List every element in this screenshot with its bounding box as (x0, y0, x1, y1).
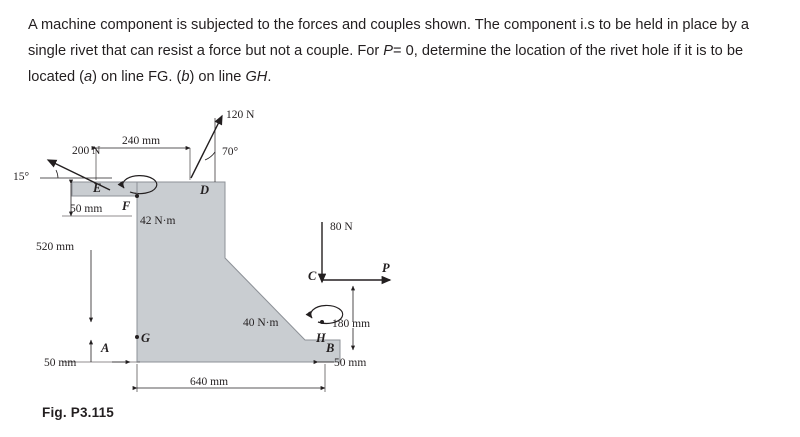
force-80N (322, 221, 353, 282)
label-point-E: E (93, 181, 102, 195)
label-dim-180: 180 mm (332, 318, 371, 330)
problem-statement (28, 12, 776, 90)
problem-line-3b: ) on line FG. ( (92, 69, 182, 85)
label-angle-70: 70° (222, 146, 239, 158)
label-force-P: P (382, 261, 390, 275)
dim-520mm (36, 241, 91, 322)
label-point-G: G (141, 331, 151, 345)
problem-line-GH: GH (245, 69, 268, 85)
label-point-F: F (122, 199, 131, 213)
problem-line-2a: held in place by a single rivet that can resist a force but not a couple. For (28, 17, 749, 59)
force-P (322, 261, 390, 280)
problem-part-b: b (181, 69, 190, 85)
problem-var-P: P (383, 43, 394, 59)
label-dim-50-right: 50 mm (334, 357, 367, 369)
problem-line-1: A machine component is subjected to the forces and couples shown. The component i.s to be (28, 17, 632, 33)
problem-line-3d: . (267, 69, 272, 85)
label-point-B: B (326, 341, 335, 355)
label-dim-640: 640 mm (190, 376, 229, 388)
label-dim-50-lower: 50 mm (44, 357, 77, 369)
problem-line-3c: ) on line (189, 69, 246, 85)
label-force-80N: 80 N (330, 221, 353, 233)
label-force-120N: 120 N (226, 109, 255, 121)
label-point-C: C (308, 269, 317, 283)
label-point-D: D (200, 183, 210, 197)
label-angle-15: 15° (13, 171, 30, 183)
problem-line-3a: location of the rivet hole if it is to be located ( (28, 43, 744, 85)
dim-50mm-lower (44, 340, 140, 369)
label-force-200N: 200 N (72, 145, 101, 157)
component-body (72, 182, 340, 362)
label-dim-520: 520 mm (36, 241, 75, 253)
label-point-H: H (316, 331, 326, 345)
dim-240mm (96, 135, 190, 180)
dim-640mm (137, 364, 325, 392)
label-dim-50-upper: 50 mm (70, 203, 103, 215)
force-120N (191, 109, 255, 182)
problem-line-2b: = 0, determine the (393, 43, 512, 59)
label-dim-240: 240 mm (122, 135, 161, 147)
label-couple-42: 42 N·m (140, 215, 176, 227)
figure-diagram (0, 100, 800, 400)
problem-part-a: a (83, 69, 93, 85)
label-couple-40: 40 N·m (243, 317, 279, 329)
figure-caption: Fig. P3.115 (42, 405, 114, 420)
label-point-A: A (101, 341, 110, 355)
